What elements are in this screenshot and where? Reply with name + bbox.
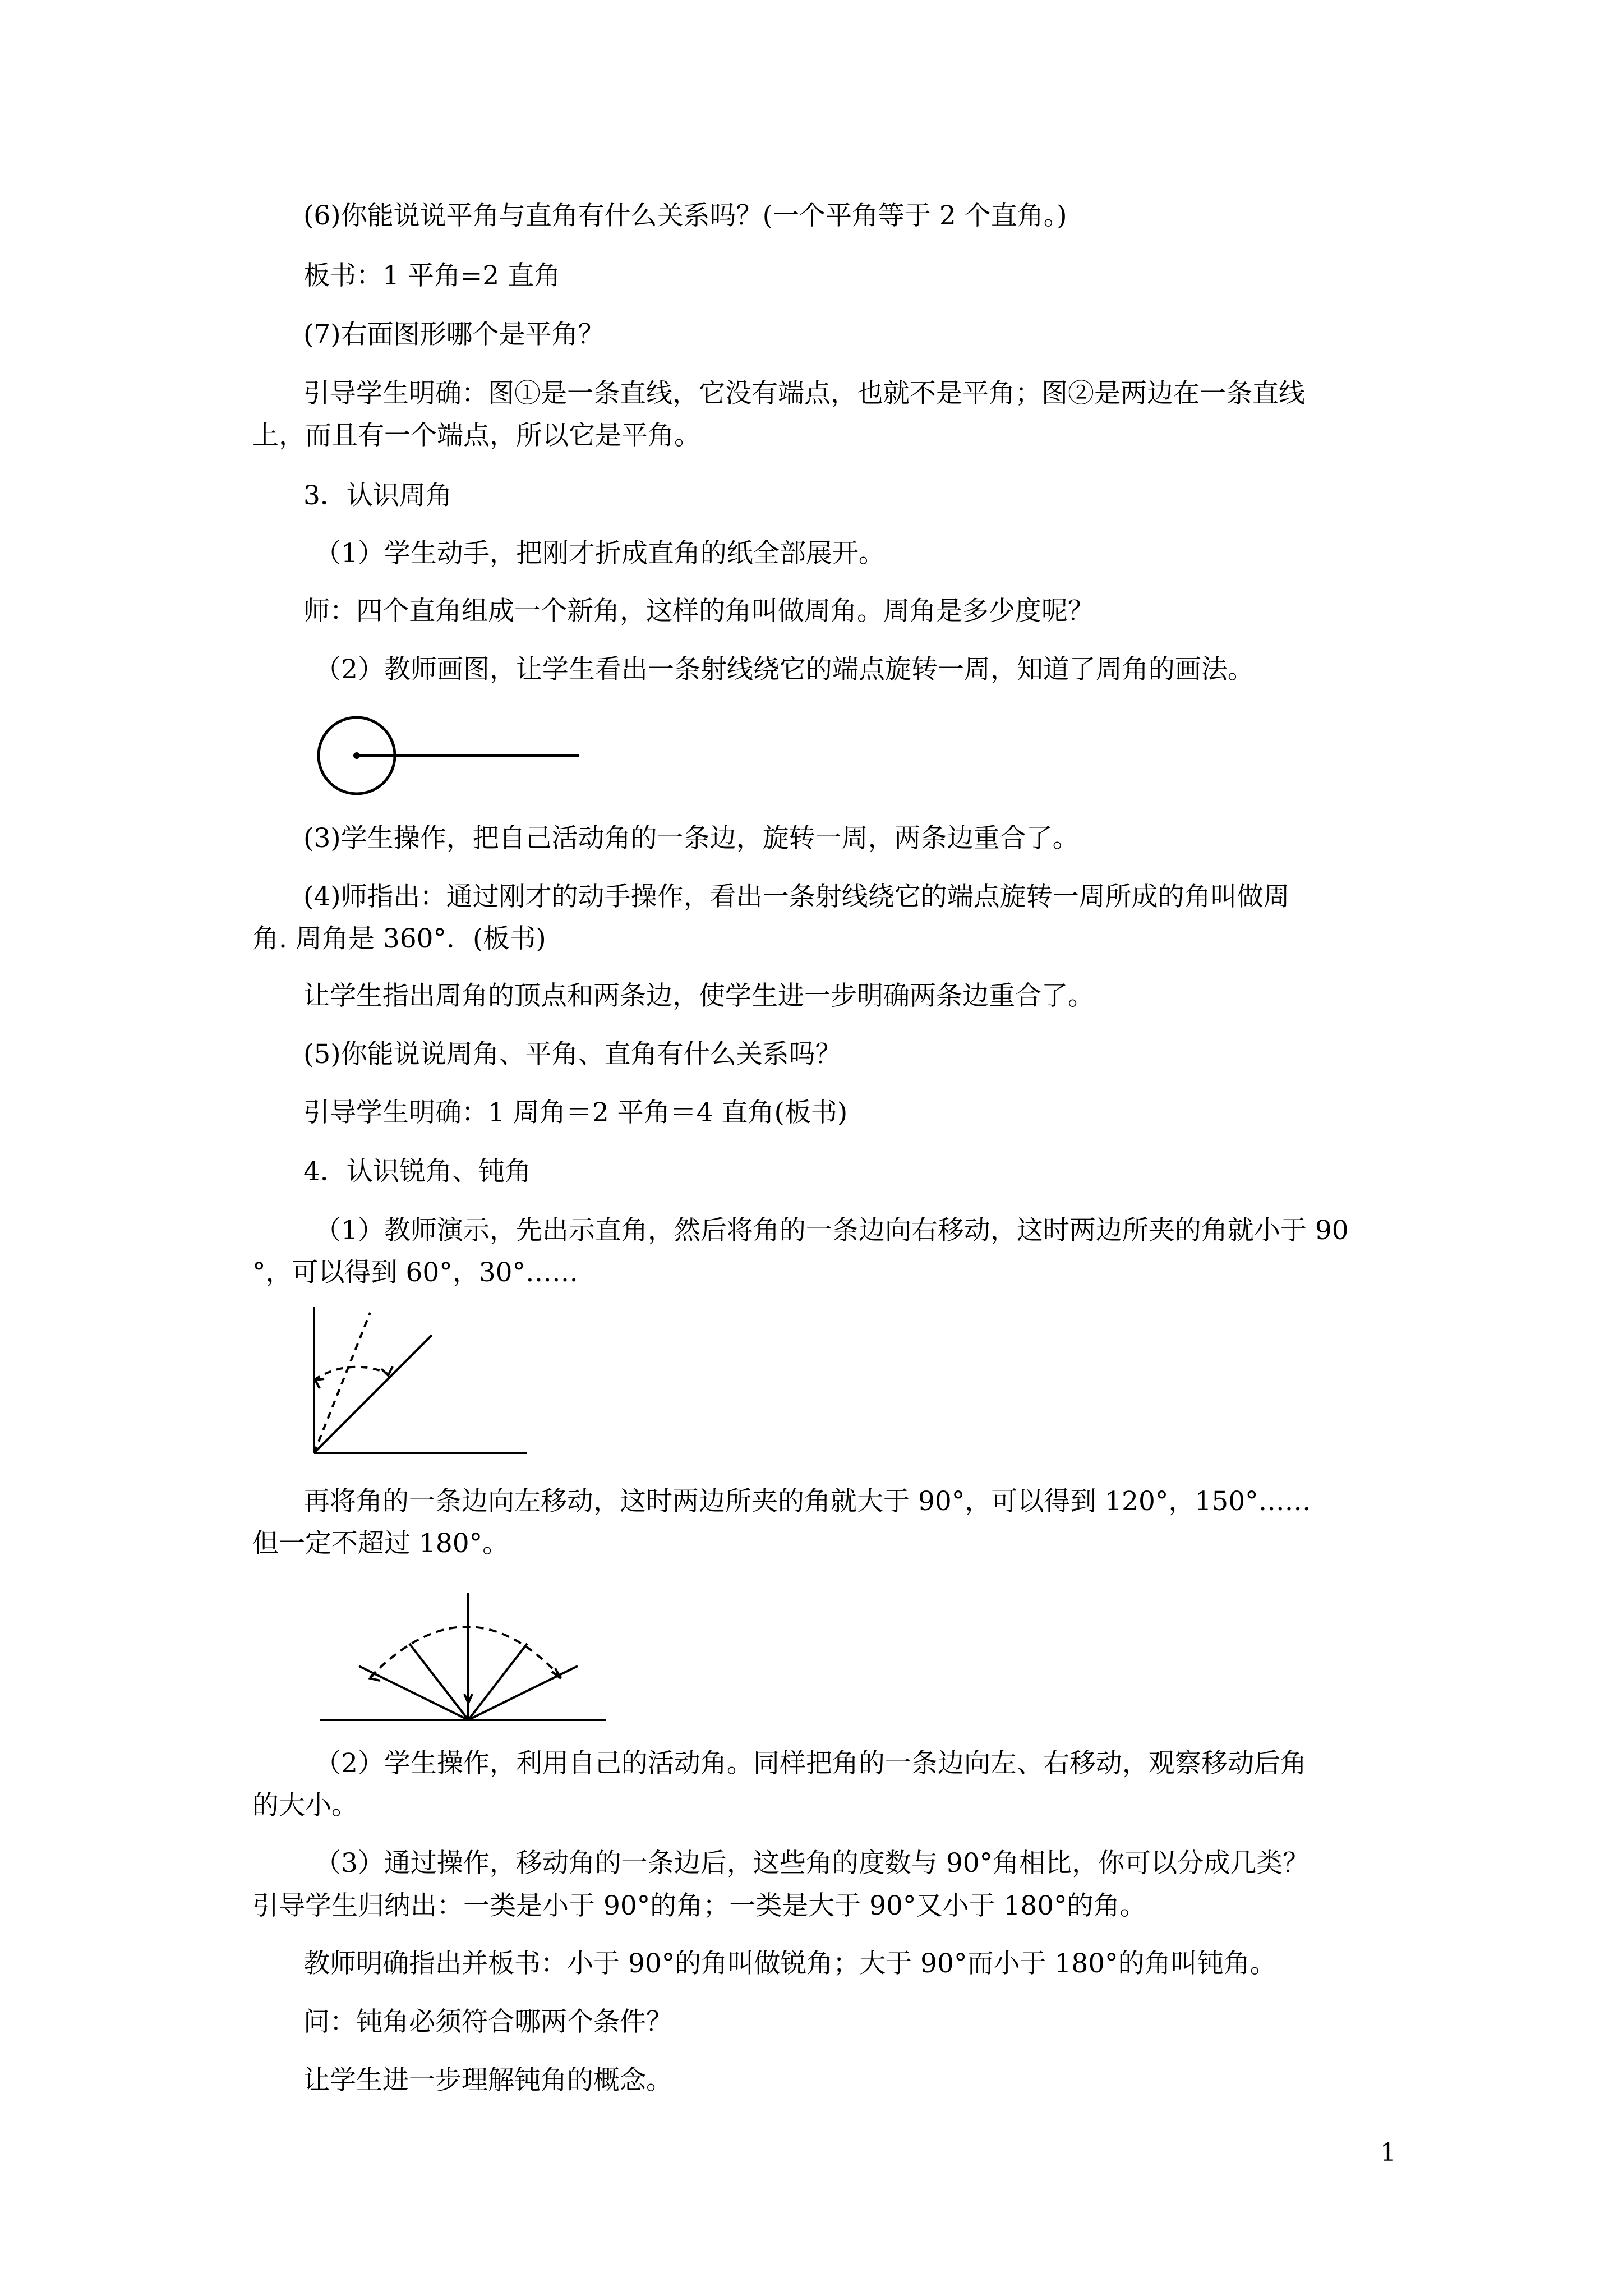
teacher-text: 师：四个直角组成一个新角，这样的角叫做周角。周角是多少度呢？ (303, 596, 1094, 627)
step-1-text: （1）学生动手，把刚才折成直角的纸全部展开。 (315, 538, 885, 569)
operate-line-2: 的大小。 (252, 1790, 358, 1821)
left-ray-near (409, 1644, 468, 1720)
classify-line-1: （3）通过操作，移动角的一条边后，这些角的度数与 90°角相比，你可以分成几类？ (315, 1848, 1310, 1879)
paragraph-6-question: (6)你能说说平角与直角有什么关系吗？(一个平角等于 2 个直角。) (303, 200, 1067, 231)
obtuse-demo-line-1: 再将角的一条边向左移动，这时两边所夹的角就大于 90°，可以得到 120°，150°…… (303, 1486, 1311, 1517)
obtuse-angle-figure (314, 1588, 617, 1733)
paragraph-7-question: (7)右面图形哪个是平角？ (303, 319, 605, 350)
blackboard-note-straight-angle: 板书：1 平角=2 直角 (303, 260, 561, 291)
full-angle-figure (314, 715, 583, 805)
concept-line: 让学生进一步理解钝角的概念。 (303, 2065, 672, 2096)
step-4-line-1: (4)师指出：通过刚才的动手操作，看出一条射线绕它的端点旋转一周所成的角叫做周 (303, 881, 1290, 912)
guidance-line-1: 引导学生明确：图①是一条直线，它没有端点，也就不是平角；图②是两边在一条直线 (303, 378, 1305, 409)
guidance-line-2: 上，而且有一个端点，所以它是平角。 (252, 420, 700, 451)
dashed-arc (370, 1627, 561, 1677)
step-2-text: （2）教师画图，让学生看出一条射线绕它的端点旋转一周，知道了周角的画法。 (315, 654, 1254, 685)
acute-demo-line-2: °，可以得到 60°，30°…… (252, 1257, 579, 1288)
obtuse-demo-line-2: 但一定不超过 180°。 (252, 1528, 509, 1559)
classify-line-2: 引导学生归纳出：一类是小于 90°的角；一类是大于 90°又小于 180°的角。 (252, 1890, 1146, 1921)
right-ray-near (468, 1644, 527, 1720)
page-number: 1 (1380, 2138, 1396, 2167)
question-line: 问：钝角必须符合哪两个条件？ (303, 2007, 672, 2037)
diagonal-side (314, 1335, 432, 1453)
section-4-heading: 4．认识锐角、钝角 (303, 1156, 531, 1187)
step-3-text: (3)学生操作，把自己活动角的一条边，旋转一周，两条边重合了。 (303, 823, 1079, 854)
acute-demo-line-1: （1）教师演示，先出示直角，然后将角的一条边向右移动，这时两边所夹的角就小于 90 (315, 1215, 1349, 1246)
right-ray-far (468, 1666, 578, 1720)
section-3-heading: 3．认识周角 (303, 480, 452, 511)
arrow-right (381, 1366, 393, 1375)
dashed-moving-side (314, 1313, 370, 1453)
definition-line: 教师明确指出并板书：小于 90°的角叫做锐角；大于 90°而小于 180°的角叫钝角。 (303, 1948, 1276, 1979)
rotation-arc (314, 1367, 387, 1380)
relation-note: 引导学生明确：1 周角＝2 平角＝4 直角(板书) (303, 1097, 848, 1128)
left-ray-far (359, 1666, 468, 1720)
arrow-left (315, 1379, 324, 1388)
vertex-sides-text: 让学生指出周角的顶点和两条边，使学生进一步明确两条边重合了。 (303, 981, 1094, 1011)
operate-line-1: （2）学生操作，利用自己的活动角。同样把角的一条边向左、右移动，观察移动后角 (315, 1748, 1307, 1779)
acute-angle-figure (303, 1301, 538, 1464)
step-5-question: (5)你能说说周角、平角、直角有什么关系吗？ (303, 1039, 842, 1070)
step-4-line-2: 角. 周角是 360°．(板书) (252, 923, 546, 954)
